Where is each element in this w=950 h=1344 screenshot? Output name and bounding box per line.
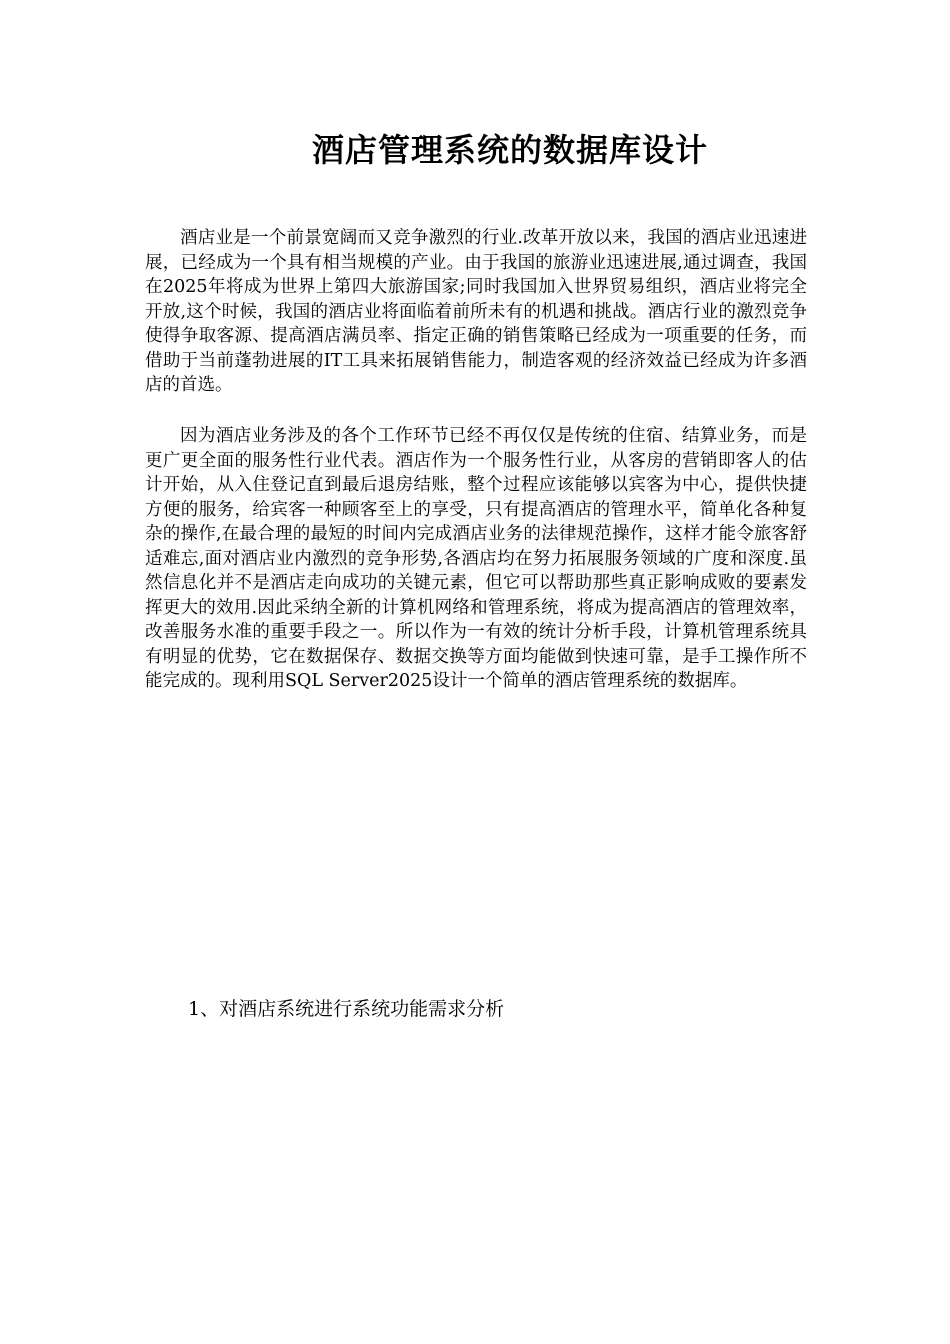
document-title: 酒店管理系统的数据库设计 [311,131,708,169]
background-paragraph: 因为酒店业务涉及的各个工作环节已经不再仅仅是传统的住宿、结算业务，而是更广更全面的服务性行业代表。酒店作为一个服务性行业，从客房的营销即客人的估计开始，从入住登记直到最后退房结账，整个过程应该能够以宾客为中心，提供快捷方便的服务，给宾客一种顾客至上的享受，只有提高酒店的管理水平，简单化各种复杂的操作,在最合理的最短的时间内完成酒店业务的法律规范操作，这样才能令旅客舒适难忘,面对酒店业内激烈的竞争形势,各酒店均在努力拓展服务领域的广度和深度.虽然信息化并不是酒店走向成功的关键元素，但它可以帮助那些真正影响成败的要素发挥更大的效用.因此采纳全新的计算机网络和管理系统，将成为提高酒店的管理效率，改善服务水准的重要手段之一。所以作为一有效的统计分析手段，计算机管理系统具有明显的优势，它在数据保存、数据交换等方面均能做到快速可靠，是手工操作所不能完成的。现利用SQL Server2025设计一个简单的酒店管理系统的数据库。 [145,426,807,691]
intro-paragraph: 酒店业是一个前景宽阔而又竞争激烈的行业.改革开放以来，我国的酒店业迅速进展，已经成为一个具有相当规模的产业。由于我国的旅游业迅速进展,通过调查，我国在2025年将成为世界上第四大旅游国家;同时我国加入世界贸易组织，酒店业将完全开放,这个时候，我国的酒店业将面临着前所未有的机遇和挑战。酒店行业的激烈竞争使得争取客源、提高酒店满员率、指定正确的销售策略已经成为一项重要的任务，而借助于当前蓬勃进展的IT工具来拓展销售能力，制造客观的经济效益已经成为许多酒店的首选。 [145,228,807,395]
section-heading: 1、对酒店系统进行系统功能需求分析 [188,998,505,1020]
